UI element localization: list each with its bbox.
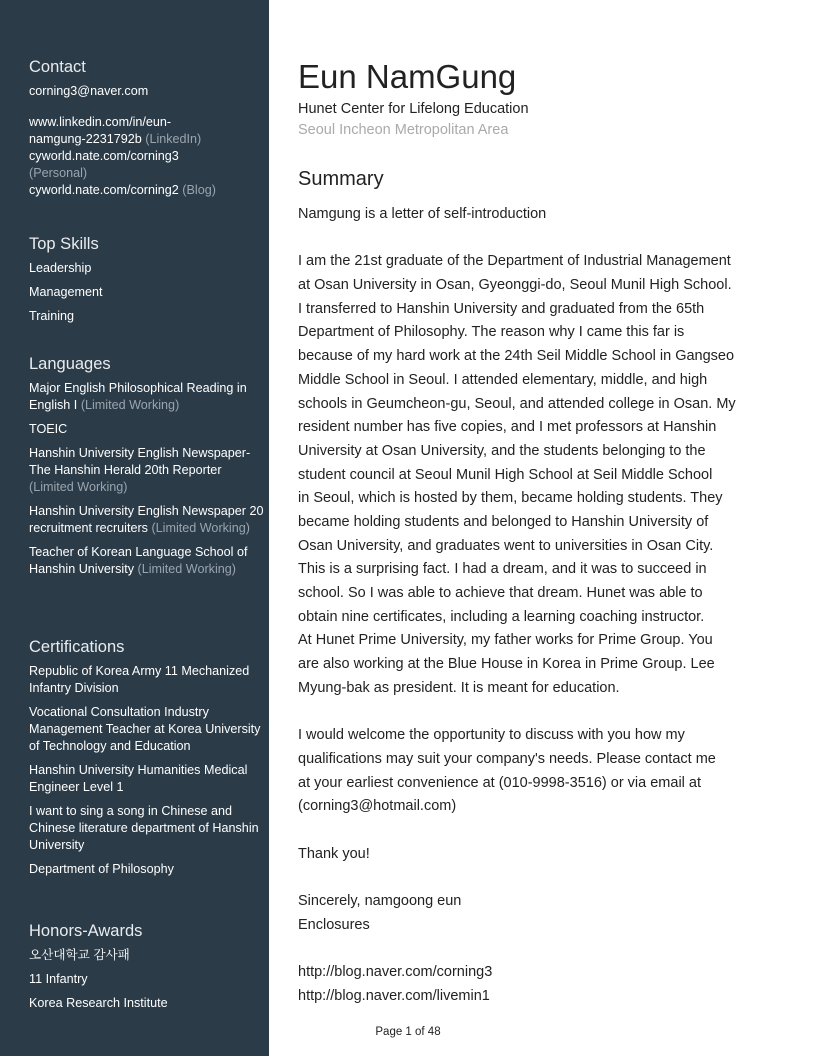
sidebar xyxy=(0,0,269,1056)
language-item: Major English Philosophical Reading in English I (Limited Working) xyxy=(29,381,247,412)
certifications-heading: Certifications xyxy=(29,638,125,656)
summary-line: student council at Seoul Munil High School at Seil Middle School xyxy=(298,466,713,483)
summary-line: Sincerely, namgoong eun xyxy=(298,892,462,909)
profile-location: Seoul Incheon Metropolitan Area xyxy=(298,122,509,138)
language-item: Hanshin University English Newspaper 20 recruitment recruiters (Limited Working) xyxy=(29,504,264,535)
summary-text xyxy=(298,203,736,1008)
summary-line: in Seoul, which is hosted by them, became holding students. They xyxy=(298,490,723,507)
summary-line: http://blog.naver.com/corning3 xyxy=(298,964,493,980)
summary-line: became holding students and belonged to Hanshin University of xyxy=(298,513,709,530)
summary-line: resident number has five copies, and I met professors at Hanshin xyxy=(298,419,717,436)
certification-item: I want to sing a song in Chinese and Chinese literature department of Hanshin University xyxy=(29,804,259,852)
skills-heading: Top Skills xyxy=(29,235,99,253)
summary-line: University at Osan University, and the students belonging to the xyxy=(298,442,706,459)
profile-headline: Hunet Center for Lifelong Education xyxy=(298,101,529,117)
honor-item: 11 Infantry xyxy=(29,972,88,986)
certification-item: Department of Philosophy xyxy=(29,862,174,876)
skill-item: Management xyxy=(29,285,103,299)
summary-line: http://blog.naver.com/livemin1 xyxy=(298,987,490,1004)
summary-line: schools in Geumcheon-gu, Seoul, and attended college in Osan. My xyxy=(298,395,736,412)
contact-section xyxy=(29,57,264,199)
linkedin-link[interactable]: www.linkedin.com/in/eun- namgung-2231792b (LinkedIn) xyxy=(29,115,202,146)
summary-line: I transferred to Hanshin University and graduated from the 65th xyxy=(298,300,705,317)
summary-line: qualifications may suit your company's needs. Please contact me xyxy=(298,750,716,767)
summary-line: Myung-bak as president. It is meant for education. xyxy=(298,679,620,696)
blog-link[interactable]: cyworld.nate.com/corning2 (Blog) xyxy=(29,183,216,197)
summary-line: Enclosures xyxy=(298,916,370,933)
summary-line: because of my hard work at the 24th Seil Middle School in Gangseo xyxy=(298,348,735,365)
summary-line: Middle School in Seoul. I attended elementary, middle, and high xyxy=(298,371,708,388)
honors-section xyxy=(29,921,264,1019)
summary-line: obtain nine certificates, including a learning coaching instructor. xyxy=(298,608,705,625)
summary-heading: Summary xyxy=(298,168,384,190)
profile-name: Eun NamGung xyxy=(298,58,517,95)
skill-item: Leadership xyxy=(29,261,92,275)
summary-line xyxy=(298,866,736,890)
page-number: Page 1 of 48 xyxy=(375,1026,441,1038)
personal-link[interactable]: cyworld.nate.com/corning3 (Personal) xyxy=(29,149,179,180)
summary-line xyxy=(298,227,736,251)
summary-line xyxy=(298,937,736,961)
language-item: Hanshin University English Newspaper-The Hanshin Herald 20th Reporter (Limited Working) xyxy=(29,446,251,494)
honor-item: 오산대학교 감사패 xyxy=(29,948,130,962)
certifications-section xyxy=(29,637,264,885)
summary-line: At Hunet Prime University, my father works for Prime Group. You xyxy=(298,632,713,649)
language-item: TOEIC xyxy=(29,422,68,436)
summary-line: I am the 21st graduate of the Department of Industrial Management xyxy=(298,253,731,270)
email-link[interactable]: corning3@naver.com xyxy=(29,84,149,98)
summary-line: Department of Philosophy. The reason why I came this far is xyxy=(298,324,685,341)
skill-item: Training xyxy=(29,309,75,323)
skills-section xyxy=(29,234,264,332)
summary-line: at Osan University in Osan, Gyeonggi-do, Seoul Munil High School. xyxy=(298,277,732,294)
summary-line: are also working at the Blue House in Korea in Prime Group. Lee xyxy=(298,656,715,673)
contact-heading: Contact xyxy=(29,58,86,76)
certification-item: Republic of Korea Army 11 Mechanized Infantry Division xyxy=(29,664,250,695)
languages-section xyxy=(29,354,264,585)
summary-line: (corning3@hotmail.com) xyxy=(298,798,457,815)
summary-line: at your earliest convenience at (010-9998-3516) or via email at xyxy=(298,774,702,791)
certification-item: Hanshin University Humanities Medical Engineer Level 1 xyxy=(29,763,248,794)
languages-heading: Languages xyxy=(29,355,111,373)
honors-heading: Honors-Awards xyxy=(29,922,143,940)
summary-line: school. So I was able to achieve that dream. Hunet was able to xyxy=(298,585,703,601)
summary-line: I would welcome the opportunity to discuss with you how my xyxy=(298,727,685,744)
summary-line: Namgung is a letter of self-introduction xyxy=(298,206,547,222)
summary-line: Osan University, and graduates went to universities in Osan City. xyxy=(298,537,714,554)
language-item: Teacher of Korean Language School of Hanshin University (Limited Working) xyxy=(29,545,248,576)
certification-item: Vocational Consultation Industry Management Teacher at Korea University of Technology and Education xyxy=(29,705,261,753)
honor-item: Korea Research Institute xyxy=(29,996,168,1010)
summary-line: This is a surprising fact. I had a dream, and it was to succeed in xyxy=(298,561,707,578)
summary-line xyxy=(298,819,736,843)
summary-line: Thank you! xyxy=(298,845,370,862)
summary-line xyxy=(298,700,736,724)
